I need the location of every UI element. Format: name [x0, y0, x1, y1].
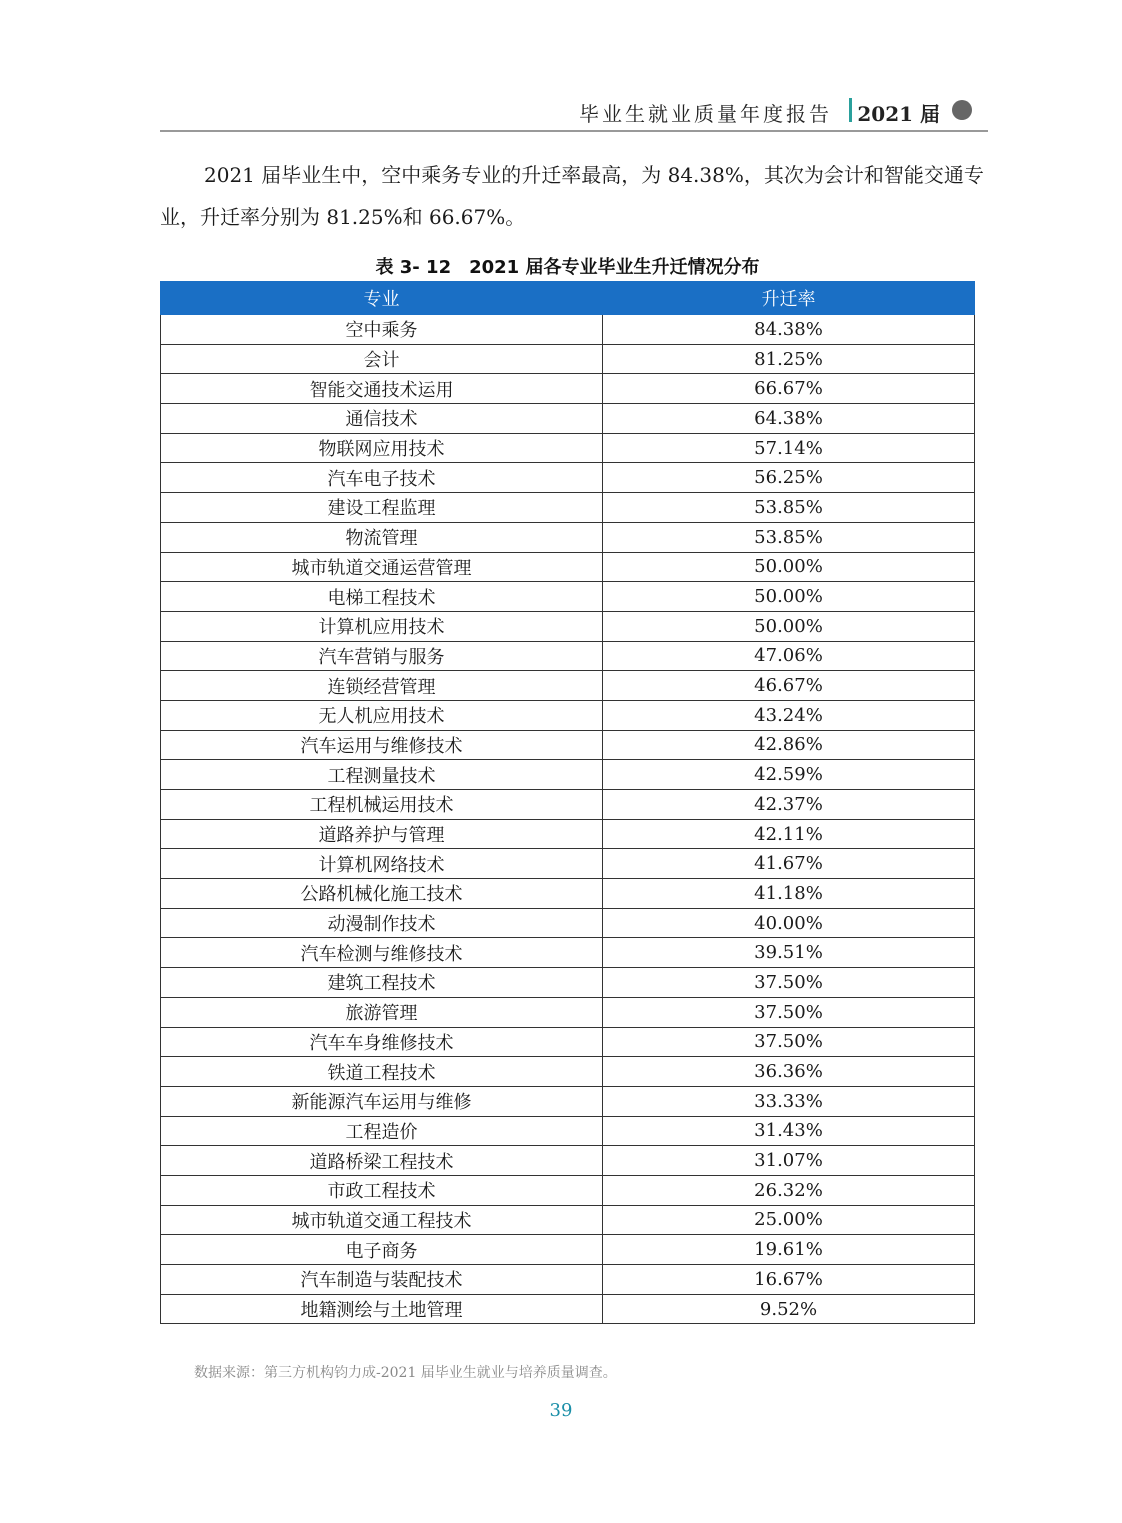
rate-cell: 53.85%	[603, 522, 975, 552]
rate-cell: 50.00%	[603, 611, 975, 641]
table-row	[161, 700, 975, 730]
major-cell: 工程造价	[161, 1116, 603, 1146]
rate-cell: 31.43%	[603, 1116, 975, 1146]
major-cell: 新能源汽车运用与维修	[161, 1086, 603, 1116]
rate-cell: 42.59%	[603, 760, 975, 790]
column-header-major: 专业	[161, 282, 603, 315]
table-row	[161, 1265, 975, 1295]
table-row	[161, 1146, 975, 1176]
intro-paragraph	[160, 154, 990, 238]
table-row	[161, 790, 975, 820]
major-cell: 建筑工程技术	[161, 968, 603, 998]
rate-cell: 46.67%	[603, 671, 975, 701]
major-cell: 会计	[161, 344, 603, 374]
table-row	[161, 849, 975, 879]
rate-cell: 31.07%	[603, 1146, 975, 1176]
major-cell: 道路养护与管理	[161, 819, 603, 849]
rate-cell: 50.00%	[603, 552, 975, 582]
major-cell: 电梯工程技术	[161, 582, 603, 612]
table-row	[161, 1116, 975, 1146]
major-cell: 动漫制作技术	[161, 908, 603, 938]
table-row	[161, 522, 975, 552]
header-rule	[160, 130, 988, 132]
rate-cell: 41.18%	[603, 879, 975, 909]
major-cell: 物联网应用技术	[161, 433, 603, 463]
table-row	[161, 582, 975, 612]
major-cell: 建设工程监理	[161, 493, 603, 523]
rate-cell: 19.61%	[603, 1235, 975, 1265]
report-title: 毕业生就业质量年度报告	[579, 102, 832, 126]
major-cell: 汽车车身维修技术	[161, 1027, 603, 1057]
rate-cell: 42.37%	[603, 790, 975, 820]
table-row	[161, 493, 975, 523]
header-separator	[849, 98, 852, 122]
table-row	[161, 641, 975, 671]
rate-cell: 40.00%	[603, 908, 975, 938]
table-row	[161, 1086, 975, 1116]
major-cell: 公路机械化施工技术	[161, 879, 603, 909]
table-row	[161, 374, 975, 404]
major-cell: 汽车营销与服务	[161, 641, 603, 671]
table-row	[161, 730, 975, 760]
table-caption: 表 3- 12 2021 届各专业毕业生升迁情况分布	[375, 257, 760, 278]
major-cell: 计算机网络技术	[161, 849, 603, 879]
major-cell: 铁道工程技术	[161, 1057, 603, 1087]
major-cell: 地籍测绘与土地管理	[161, 1294, 603, 1324]
major-cell: 电子商务	[161, 1235, 603, 1265]
table-row	[161, 1205, 975, 1235]
promotion-rate-table	[160, 281, 975, 1324]
table-row	[161, 1057, 975, 1087]
rate-cell: 33.33%	[603, 1086, 975, 1116]
table-row	[161, 760, 975, 790]
table-row	[161, 879, 975, 909]
table-row	[161, 463, 975, 493]
data-source-note: 数据来源：第三方机构钧力成-2021 届毕业生就业与培养质量调查。	[194, 1365, 617, 1381]
table-body	[161, 315, 975, 1324]
major-cell: 连锁经营管理	[161, 671, 603, 701]
major-cell: 物流管理	[161, 522, 603, 552]
major-cell: 无人机应用技术	[161, 700, 603, 730]
table-row	[161, 1027, 975, 1057]
page-header	[160, 94, 988, 134]
major-cell: 道路桥梁工程技术	[161, 1146, 603, 1176]
rate-cell: 25.00%	[603, 1205, 975, 1235]
major-cell: 工程测量技术	[161, 760, 603, 790]
rate-cell: 36.36%	[603, 1057, 975, 1087]
rate-cell: 37.50%	[603, 968, 975, 998]
major-cell: 智能交通技术运用	[161, 374, 603, 404]
table-row	[161, 552, 975, 582]
table-row	[161, 344, 975, 374]
table-row	[161, 968, 975, 998]
intro-text: 2021 届毕业生中，空中乘务专业的升迁率最高，为 84.38%，其次为会计和智能交通专业，升迁率分别为 81.25%和 66.67%。	[160, 163, 984, 229]
rate-cell: 39.51%	[603, 938, 975, 968]
rate-cell: 42.86%	[603, 730, 975, 760]
header-dot-icon	[952, 100, 972, 120]
table-row	[161, 1235, 975, 1265]
rate-cell: 47.06%	[603, 641, 975, 671]
rate-cell: 81.25%	[603, 344, 975, 374]
rate-cell: 84.38%	[603, 315, 975, 345]
table-row	[161, 997, 975, 1027]
table-row	[161, 611, 975, 641]
column-header-rate: 升迁率	[603, 282, 975, 315]
rate-cell: 42.11%	[603, 819, 975, 849]
rate-cell: 53.85%	[603, 493, 975, 523]
page-number: 39	[549, 1400, 573, 1421]
major-cell: 汽车制造与装配技术	[161, 1265, 603, 1295]
major-cell: 工程机械运用技术	[161, 790, 603, 820]
major-cell: 计算机应用技术	[161, 611, 603, 641]
table-header-row	[161, 282, 975, 315]
rate-cell: 9.52%	[603, 1294, 975, 1324]
major-cell: 汽车检测与维修技术	[161, 938, 603, 968]
major-cell: 城市轨道交通工程技术	[161, 1205, 603, 1235]
major-cell: 市政工程技术	[161, 1175, 603, 1205]
major-cell: 旅游管理	[161, 997, 603, 1027]
rate-cell: 16.67%	[603, 1265, 975, 1295]
rate-cell: 37.50%	[603, 997, 975, 1027]
table-row	[161, 938, 975, 968]
rate-cell: 50.00%	[603, 582, 975, 612]
major-cell: 汽车运用与维修技术	[161, 730, 603, 760]
table-row	[161, 908, 975, 938]
rate-cell: 37.50%	[603, 1027, 975, 1057]
table-row	[161, 433, 975, 463]
table-row	[161, 1294, 975, 1324]
major-cell: 城市轨道交通运营管理	[161, 552, 603, 582]
rate-cell: 64.38%	[603, 404, 975, 434]
rate-cell: 41.67%	[603, 849, 975, 879]
table-row	[161, 404, 975, 434]
rate-cell: 57.14%	[603, 433, 975, 463]
table-row	[161, 671, 975, 701]
table-row	[161, 1175, 975, 1205]
major-cell: 空中乘务	[161, 315, 603, 345]
rate-cell: 43.24%	[603, 700, 975, 730]
table-row	[161, 819, 975, 849]
major-cell: 汽车电子技术	[161, 463, 603, 493]
rate-cell: 26.32%	[603, 1175, 975, 1205]
report-year: 2021 届	[857, 102, 940, 126]
table-row	[161, 315, 975, 345]
rate-cell: 56.25%	[603, 463, 975, 493]
major-cell: 通信技术	[161, 404, 603, 434]
rate-cell: 66.67%	[603, 374, 975, 404]
